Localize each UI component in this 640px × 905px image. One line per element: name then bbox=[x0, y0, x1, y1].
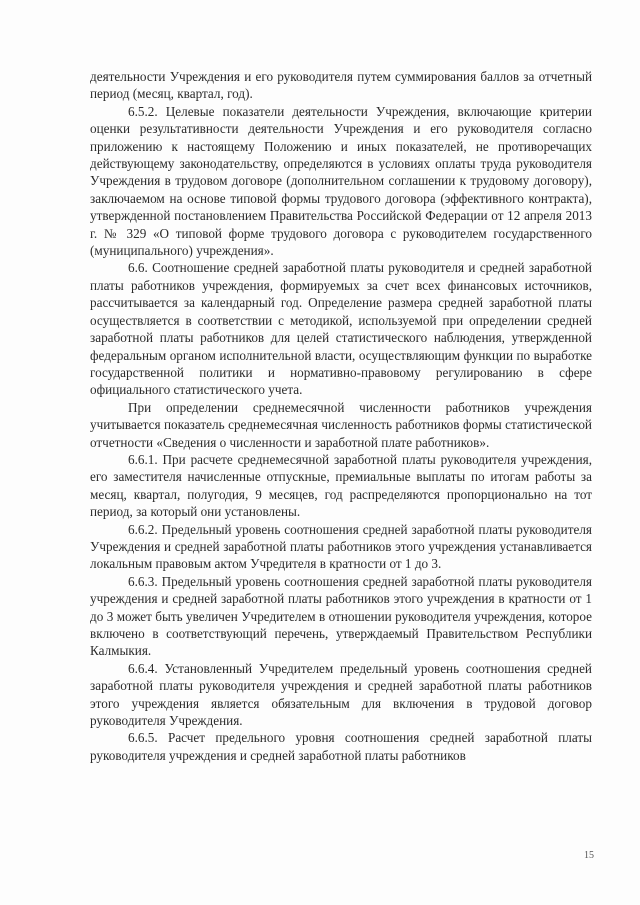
paragraph-6-6-3: 6.6.3. Предельный уровень соотношения средней заработной платы руководителя учреждения и средней заработной платы работников этого учреждения в кратности от 1 до 3 может быть увеличен Учредителем в отношении руководителя учреждения, которое включено в соответствующий перечень, утверждаемый Правительством Республики Калмыкия. bbox=[90, 573, 592, 659]
paragraph-6-6: 6.6. Соотношение средней заработной платы руководителя и средней заработной платы работников учреждения, формируемых за счет всех финансовых источников, рассчитывается за календарный год. Определение размера средней заработной платы осуществляется в соответствии с методикой, используемой при определении средней заработной платы работников для целей статистического наблюдения, утвержденной федеральным органом исполнительной власти, осуществляющим функции по выработке государственной политики и нормативно-правовому регулированию в сфере официального статистического учета. bbox=[90, 260, 592, 398]
paragraph-6-6-4: 6.6.4. Установленный Учредителем предельный уровень соотношения средней заработной платы руководителя учреждения и средней заработной платы работников этого учреждения является обязательным для включения в трудовой договор руководителя Учреждения. bbox=[90, 660, 592, 729]
document-body bbox=[90, 68, 592, 764]
page-number: 15 bbox=[584, 850, 594, 861]
paragraph-headcount: При определении среднемесячной численности работников учреждения учитывается показатель среднемесячная численность работников формы статистической отчетности «Сведения о численности и заработной плате работников». bbox=[90, 399, 592, 450]
paragraph-6-6-2: 6.6.2. Предельный уровень соотношения средней заработной платы руководителя Учреждения и средней заработной платы работников этого учреждения устанавливается локальным правовым актом Учредителя в кратности от 1 до 3. bbox=[90, 521, 592, 572]
paragraph-6-6-5: 6.6.5. Расчет предельного уровня соотношения средней заработной платы руководителя учреждения и средней заработной платы работников bbox=[90, 730, 592, 763]
paragraph-continuation: деятельности Учреждения и его руководителя путем суммирования баллов за отчетный период (месяц, квартал, год). bbox=[90, 69, 592, 102]
paragraph-6-5-2: 6.5.2. Целевые показатели деятельности Учреждения, включающие критерии оценки результативности деятельности Учреждения и его руководителя согласно приложению к настоящему Положению и иных показателей, не противоречащих действующему законодательству, определяются в условиях оплаты труда руководителя Учреждения в трудовом договоре (дополнительном соглашении к трудовому договору), заключаемом на основе типовой формы трудового договора (эффективного контракта), утвержденной постановлением Правительства Российской Федерации от 12 апреля 2013 г. № 329 «О типовой форме трудового договора с руководителем государственного (муниципального) учреждения». bbox=[90, 103, 592, 259]
paragraph-6-6-1: 6.6.1. При расчете среднемесячной заработной платы руководителя учреждения, его заместителя начисленные отпускные, премиальные выплаты по итогам работы за месяц, квартал, полугодия, 9 месяцев, год распределяются пропорционально на тот период, за который они установлены. bbox=[90, 451, 592, 520]
